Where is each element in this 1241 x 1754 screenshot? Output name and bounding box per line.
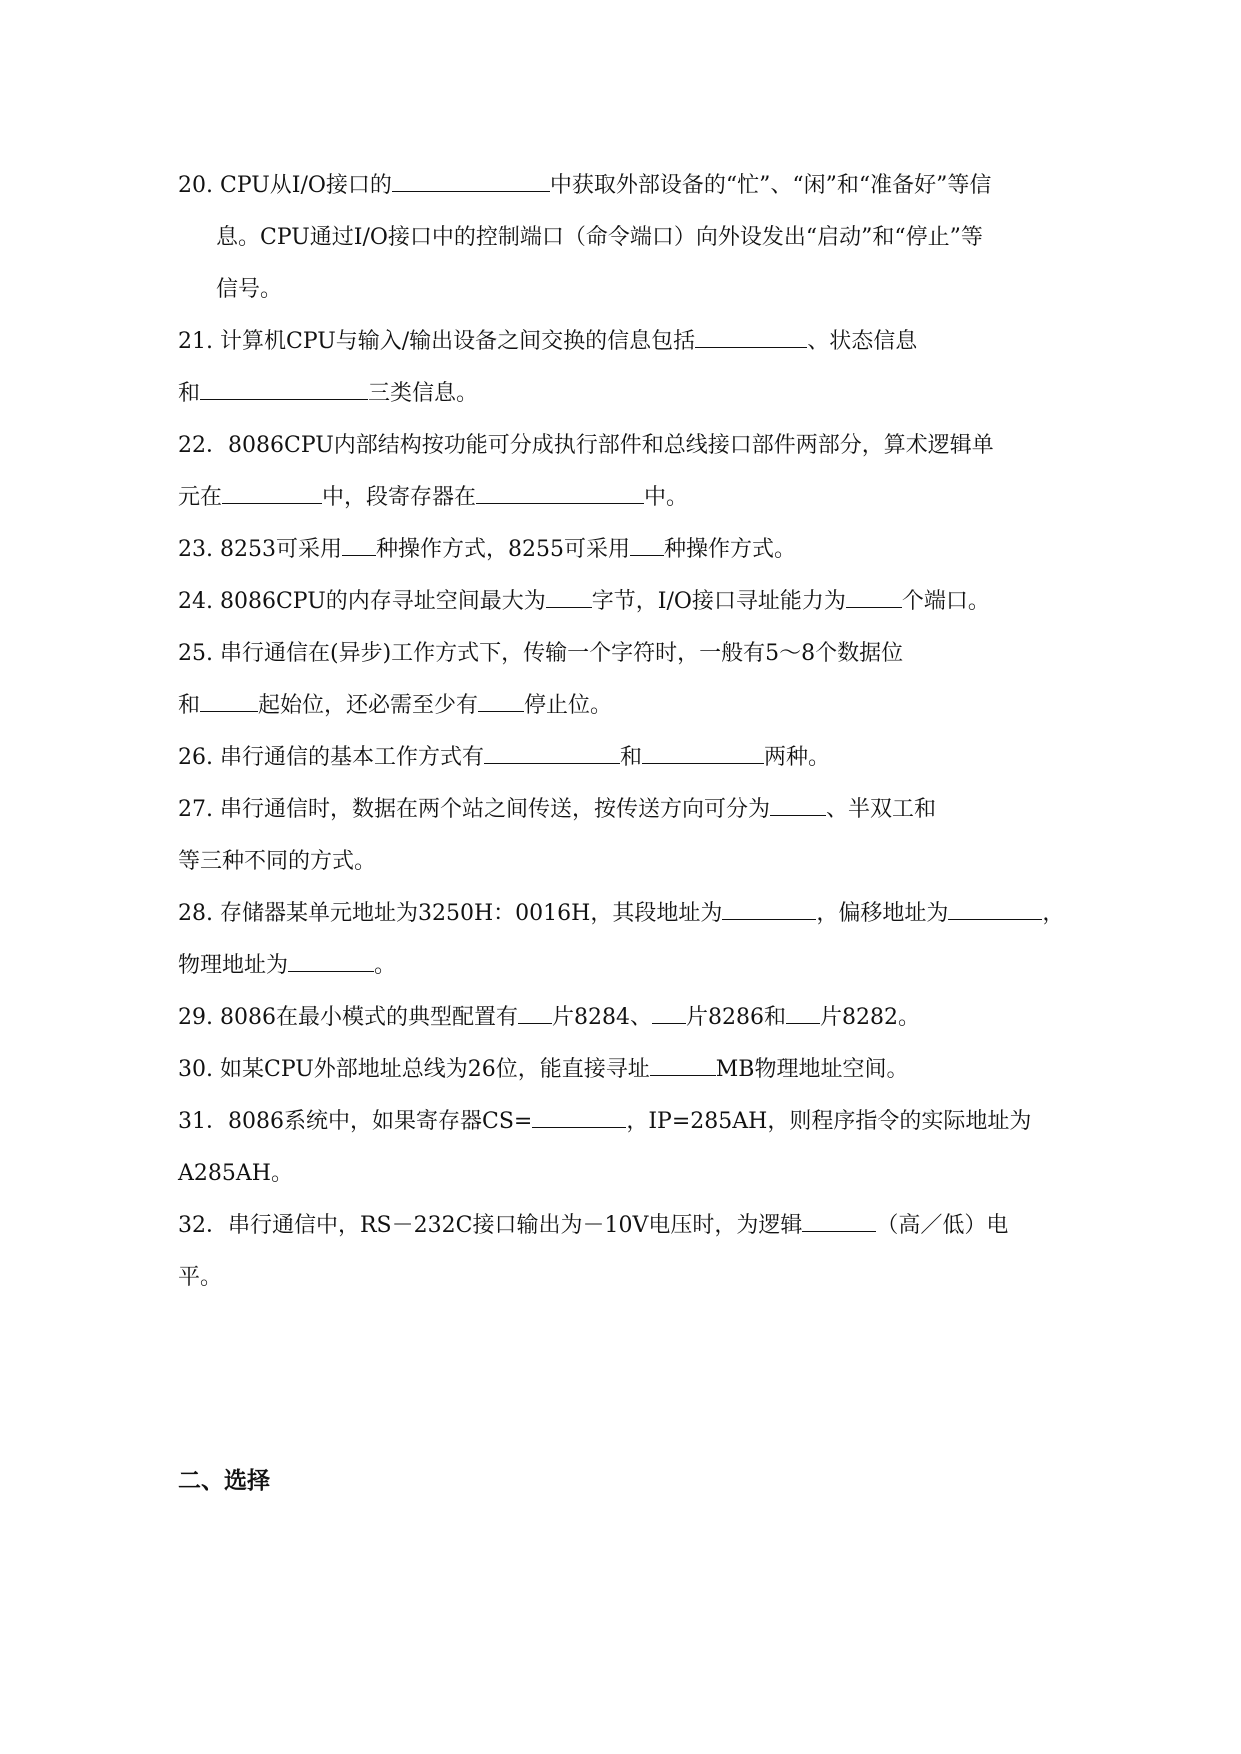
answer-blank[interactable] xyxy=(770,795,826,816)
question-31-text: 31．8086系统中，如果寄存器CS= xyxy=(178,1109,533,1134)
answer-blank[interactable] xyxy=(222,483,322,504)
question-29-text: 片8282。 xyxy=(819,1005,920,1030)
question-27-line-2 xyxy=(178,836,1098,888)
question-27-text: 、半双工和 xyxy=(825,797,936,822)
question-21-line-2 xyxy=(178,368,1098,420)
answer-blank[interactable] xyxy=(200,379,368,400)
question-21-text: 三类信息。 xyxy=(368,381,479,406)
question-32-text: 平。 xyxy=(178,1265,223,1290)
question-20-text: 20. CPU从I/O接口的 xyxy=(178,173,392,198)
question-25-text: 起始位，还必需至少有 xyxy=(258,693,479,718)
answer-blank[interactable] xyxy=(342,535,376,556)
question-20-text: 息。CPU通过I/O接口中的控制端口（命令端口）向外设发出“启动”和“停止”等 xyxy=(216,225,983,250)
question-27-text: 等三种不同的方式。 xyxy=(178,849,377,874)
question-24-text: 24. 8086CPU的内存寻址空间最大为 xyxy=(178,589,546,614)
question-25-line-1 xyxy=(178,628,1098,680)
question-24-text: 字节，I/O接口寻址能力为 xyxy=(591,589,846,614)
answer-blank[interactable] xyxy=(948,899,1042,920)
question-20-line-3 xyxy=(178,264,1098,316)
answer-blank[interactable] xyxy=(722,899,816,920)
question-23-text: 23. 8253可采用 xyxy=(178,537,342,562)
answer-blank[interactable] xyxy=(652,1003,686,1024)
question-28-line-2 xyxy=(178,940,1098,992)
answer-blank[interactable] xyxy=(630,535,664,556)
question-22-text: 元在 xyxy=(178,485,223,510)
question-25-text: 和 xyxy=(178,693,201,718)
question-23-text: 种操作方式。 xyxy=(663,537,796,562)
answer-blank[interactable] xyxy=(802,1211,876,1232)
question-29-text: 片8286和 xyxy=(685,1005,786,1030)
question-28-text: 28. 存储器某单元地址为3250H：0016H，其段地址为 xyxy=(178,901,723,926)
question-22-text: 中，段寄存器在 xyxy=(322,485,477,510)
question-24-text: 个端口。 xyxy=(901,589,990,614)
question-32-line-2 xyxy=(178,1252,1098,1304)
question-20-text: 中获取外部设备的“忙”、“闲”和“准备好”等信 xyxy=(549,173,992,198)
question-22-line-2 xyxy=(178,472,1098,524)
question-32-text: 32．串行通信中，RS－232C接口输出为－10V电压时，为逻辑 xyxy=(178,1213,803,1238)
answer-blank[interactable] xyxy=(392,171,550,192)
question-28-text: 物理地址为 xyxy=(178,953,289,978)
question-31-text: A285AH。 xyxy=(178,1161,293,1186)
answer-blank[interactable] xyxy=(200,691,258,712)
question-25-text: 停止位。 xyxy=(524,693,613,718)
answer-blank[interactable] xyxy=(518,1003,552,1024)
question-27-text: 27. 串行通信时，数据在两个站之间传送，按传送方向可分为 xyxy=(178,797,770,822)
question-21-text: 21. 计算机CPU与输入/输出设备之间交换的信息包括 xyxy=(178,329,696,354)
question-28-text: ，偏移地址为 xyxy=(816,901,949,926)
question-26-text: 26. 串行通信的基本工作方式有 xyxy=(178,745,484,770)
question-25-text: 25. 串行通信在(异步)工作方式下，传输一个字符时，一般有5～8个数据位 xyxy=(178,641,904,666)
question-31-text: ，IP=285AH，则程序指令的实际地址为 xyxy=(626,1109,1032,1134)
question-21-text: 和 xyxy=(178,381,201,406)
question-20-line-2 xyxy=(178,212,1098,264)
answer-blank[interactable] xyxy=(476,483,644,504)
question-27-line-1 xyxy=(178,784,1098,836)
answer-blank[interactable] xyxy=(642,743,764,764)
question-30-line xyxy=(178,1044,1098,1096)
answer-blank[interactable] xyxy=(786,1003,820,1024)
question-24-line xyxy=(178,576,1098,628)
question-20-text: 信号。 xyxy=(216,277,283,302)
question-26-text: 两种。 xyxy=(764,745,831,770)
answer-blank[interactable] xyxy=(478,691,524,712)
question-30-text: MB物理地址空间。 xyxy=(715,1057,909,1082)
section-title: 二、选择 xyxy=(178,1468,270,1494)
question-28-text: 。 xyxy=(374,953,397,978)
answer-blank[interactable] xyxy=(846,587,902,608)
question-29-line xyxy=(178,992,1098,1044)
question-28-text: ， xyxy=(1042,901,1065,926)
question-21-line-1 xyxy=(178,316,1098,368)
question-25-line-2 xyxy=(178,680,1098,732)
question-20-line-1 xyxy=(178,160,1098,212)
question-31-line-1 xyxy=(178,1096,1098,1148)
answer-blank[interactable] xyxy=(650,1055,716,1076)
answer-blank[interactable] xyxy=(546,587,592,608)
question-23-text: 种操作方式，8255可采用 xyxy=(375,537,630,562)
question-23-line xyxy=(178,524,1098,576)
fill-in-questions xyxy=(178,160,1098,1304)
answer-blank[interactable] xyxy=(484,743,620,764)
question-32-text: （高／低）电 xyxy=(876,1213,1009,1238)
answer-blank[interactable] xyxy=(695,327,807,348)
question-22-text: 22．8086CPU内部结构按功能可分成执行部件和总线接口部件两部分，算术逻辑单 xyxy=(178,433,994,458)
answer-blank[interactable] xyxy=(288,951,374,972)
question-26-line xyxy=(178,732,1098,784)
question-22-line-1 xyxy=(178,420,1098,472)
question-29-text: 29. 8086在最小模式的典型配置有 xyxy=(178,1005,518,1030)
question-31-line-2 xyxy=(178,1148,1098,1200)
question-32-line-1 xyxy=(178,1200,1098,1252)
question-29-text: 片8284、 xyxy=(551,1005,652,1030)
question-28-line-1 xyxy=(178,888,1098,940)
question-21-text: 、状态信息 xyxy=(807,329,918,354)
question-26-text: 和 xyxy=(619,745,642,770)
answer-blank[interactable] xyxy=(532,1107,626,1128)
question-22-text: 中。 xyxy=(644,485,689,510)
question-30-text: 30. 如某CPU外部地址总线为26位，能直接寻址 xyxy=(178,1057,650,1082)
